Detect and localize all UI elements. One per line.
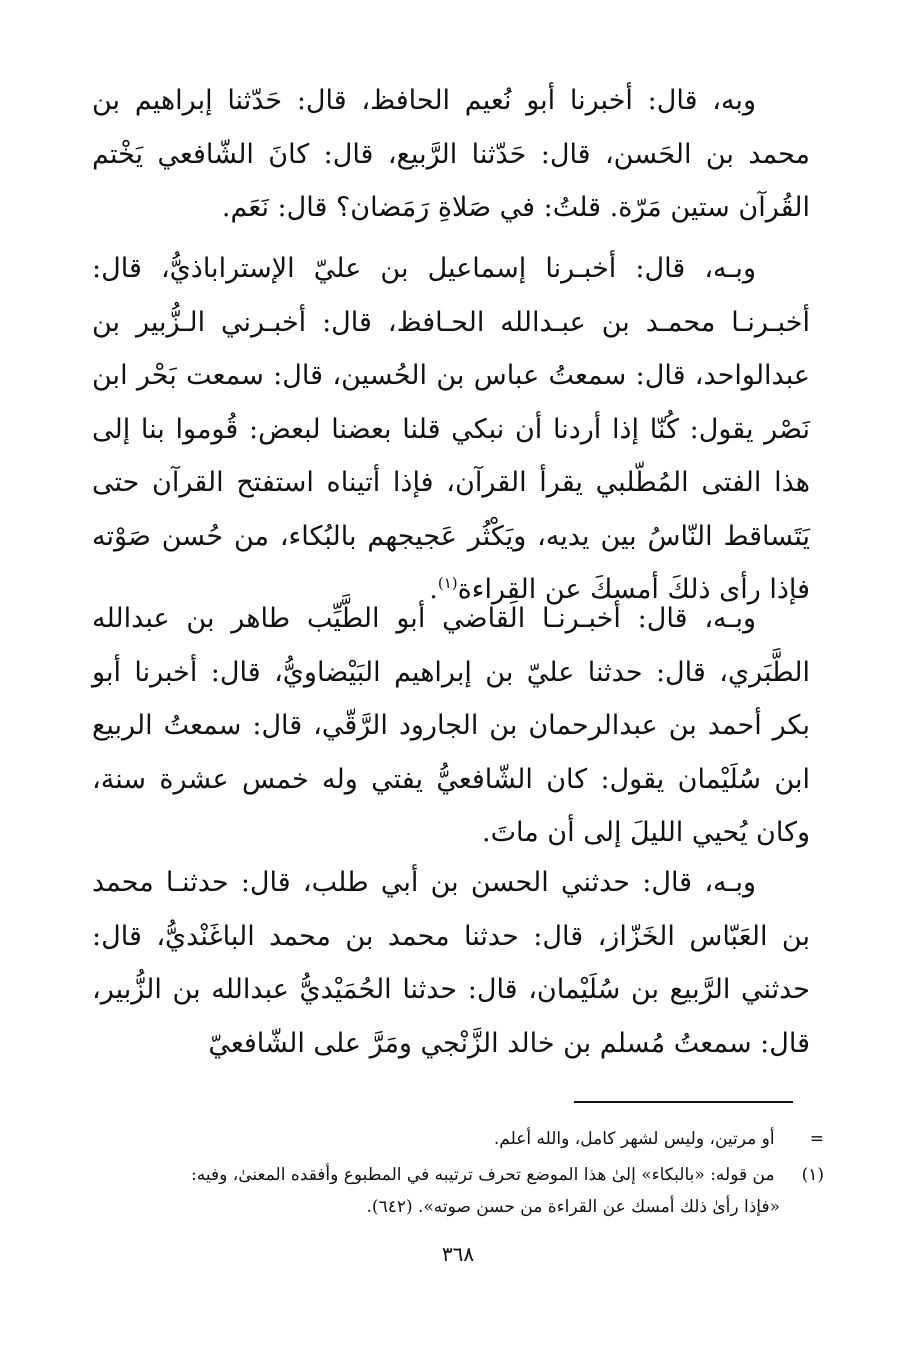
paragraph-2 (92, 242, 810, 617)
footnote-continuation-marker: = (809, 1129, 824, 1149)
paragraph-4-text: وبـه، قال: حدثني الحسن بن أبي طلب، قال: حدثنـا محمد بن العَبّاس الخَزّاز، قال: حدثنا محمد بن محمد الباغَنْديُّ، قال: حدثني الرَّبيع بن سُلَيْمان، قال: حدثنا الحُمَيْديُّ عبدالله بن الزُّبير، قال: سمعتُ مُسلم بن خالد الزَّنْجي ومَرَّ على الشّافعيّ (92, 867, 810, 1059)
paragraph-3-text: وبـه، قال: أخبـرنـا القاضي أبو الطَّيِّب طاهر بن عبدالله الطَّبَري، قال: حدثنا عليّ بن إبراهيم البَيْضاويُّ، قال: أخبرنا أبو بكر أحمد بن عبدالرحمان بن الجارود الرَّقّي، قال: سمعتُ الربيع ابن سُلَيْمان يقول: كان الشّافعيُّ يفتي وله خمس عشرة سنة، وكان يُحيي الليلَ إلى أن ماتَ. (92, 603, 810, 848)
footnote-reference[interactable]: (١) (437, 574, 458, 592)
paragraph-3 (92, 592, 810, 860)
footnote-1-line-2: «فإذا رأىٰ ذلك أمسك عن القراءة من حسن صوته». (٦٤٢). (366, 1197, 780, 1217)
footnote-separator (574, 1101, 793, 1103)
footnote-1-marker: (١) (801, 1165, 824, 1185)
paragraph-2-end: . (429, 574, 438, 605)
paragraph-2-text: وبـه، قال: أخبـرنا إسماعيل بن عليّ الإستراباذيُّ، قال: أخبـرنـا محمـد بن عبـدالله الحـافظ، قال: أخبـرني الـزُّبير بن عبدالواحد، قال: سمعتُ عباس بن الحُسين، قال: سمعت بَحْر ابن نَصْر يقول: كُنّا إذا أردنا أن نبكي قلنا بعضنا لبعض: قُوموا بنا إلى هذا الفتى المُطّلبي يقرأ القرآن، فإذا أتيناه استفتح القرآن حتى يَتَساقط النّاسُ بين يديه، ويَكْثُر عَجيجهم بالبُكاء، من حُسن صَوْته فإذا رأى ذلكَ أمسكَ عن القِراءة (92, 253, 810, 605)
page-number: ٣٦٨ (441, 1242, 475, 1266)
footnote-continuation (494, 1124, 824, 1154)
footnote-1 (191, 1160, 824, 1190)
paragraph-1 (92, 74, 810, 235)
footnote-continuation-text: أو مرتين، وليس لشهر كامل، والله أعلم. (493, 1129, 775, 1149)
paragraph-4 (92, 856, 810, 1070)
footnote-1-line-1: من قوله: «بالبكاء» إلىٰ هذا الموضع تحرف ترتيبه في المطبوع وأفقده المعنىٰ، وفيه: (191, 1165, 775, 1185)
paragraph-1-text: وبه، قال: أخبرنا أبو نُعيم الحافظ، قال: حَدّثنا إبراهيم بن محمد بن الحَسن، قال: حَدّثنا الرَّبيع، قال: كانَ الشّافعي يَخْتم القُرآن ستين مَرّة. قلتُ: في صَلاةِ رَمَضان؟ قال: نَعَم. (92, 85, 810, 223)
footnote-1-continued (367, 1192, 780, 1222)
